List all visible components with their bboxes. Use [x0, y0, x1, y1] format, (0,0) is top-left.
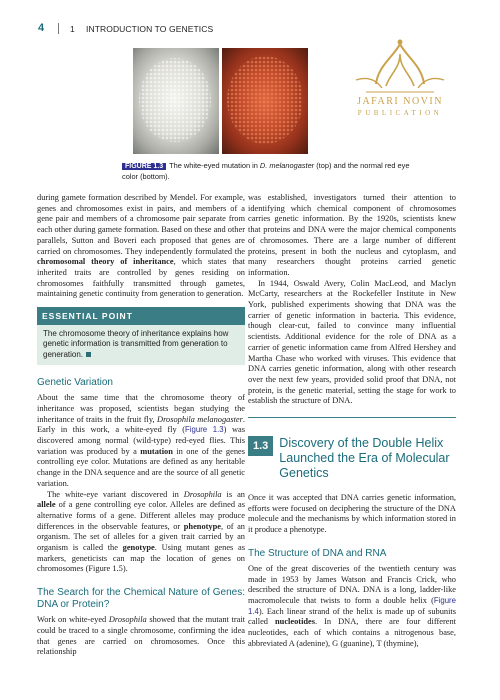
heading-genetic-variation: Genetic Variation [37, 377, 113, 389]
logo-emblem-icon [316, 36, 484, 96]
key-term: mutation [140, 446, 173, 456]
paragraph: was established, investigators turned their attention to identifying which chemical component of chromosomes carries genetic information. By the 1920s, scientists knew that proteins and DNA were the major chemical components of chromosomes. There are a large number of different proteins, present in both the nucleus and cytoplasm, and many researchers thought proteins carried genetic information. [248, 193, 456, 277]
red-eye-photo [222, 48, 308, 154]
section-number: 1.3 [248, 436, 273, 456]
header-divider [58, 23, 59, 34]
caption-text: The white-eyed mutation in [169, 161, 260, 170]
key-term: nucleotides [275, 617, 316, 627]
paragraph: In 1944, Oswald Avery, Colin MacLeod, and Maclyn McCarty, researchers at the Rockefeller Institute in New York, published experiments showing that DNA was the carrier of genetic information in bacteria. This evidence, though clear-cut, failed to convince many influential scientists. Additional evidence for the role of DNA as a carrier of genetic information came from Alfred Hershey and Martha Chase who worked with viruses. This evidence that DNA carries genetic information, along with other research over the next few years, provided solid proof that DNA, not protein, is the genetic material, setting the stage for work to establish the structure of DNA. [248, 278, 456, 406]
chapter-number: 1 [70, 24, 75, 34]
figure-1-3-photos [133, 48, 308, 154]
logo-name: JAFARI NOVIN [357, 96, 443, 107]
left-column [37, 193, 245, 658]
publisher-logo [316, 36, 484, 122]
end-square-icon [86, 352, 91, 357]
caption-species: D. melanogaster [259, 161, 315, 170]
figure-reference-link[interactable]: Figure 1.3 [185, 425, 224, 435]
figure-label: FIGURE 1.3 [122, 163, 166, 170]
paragraph: Once it was accepted that DNA carries genetic information, efforts were focused on deciphering the structure of the DNA molecule and the mechanisms by which information stored in it produce a phenotype. [248, 493, 456, 535]
figure-reference-link[interactable]: Figure 1.4 [248, 595, 456, 616]
chapter-title: INTRODUCTION TO GENETICS [86, 24, 214, 34]
paragraph: One of the great discoveries of the twentieth century was made in 1953 by James Watson and Francis Crick, who described the structure of DNA. DNA is a long, ladder-like macromolecule that twists to form a double helix (Figure 1.4). Each linear strand of the helix is made up of subunits called nucleotides. In DNA, there are four different nucleotides, each of which contains a nitrogenous base, abbreviated A (adenine), G (guanine), T (thymine), [248, 563, 456, 648]
paragraph: Work on white-eyed Drosophila showed that the mutant trait could be traced to a single chromosome, confirming the idea that genes are carried on chromosomes. Once this relationship [37, 615, 246, 657]
right-column [248, 193, 456, 650]
paragraph: About the same time that the chromosome theory of inheritance was proposed, scientists began studying the inheritance of traits in the fruit fly, Drosophila melanogaster. Early in this work, a white-eyed fly (Figure 1.3) was discovered among normal (wild-type) red-eyed flies. This variation was produced by a mutation in one of the genes controlling eye color. Mutations are defined as any heritable change in the DNA sequence and are the source of all genetic variation. [37, 393, 246, 488]
key-term: allele [37, 500, 56, 510]
section-heading [248, 436, 456, 481]
logo-subtitle: PUBLICATION [357, 109, 443, 117]
page-number: 4 [38, 22, 45, 34]
essential-point-body: The chromosome theory of inheritance explains how genetic information is transmitted from generation to generation. [43, 328, 229, 359]
key-term: phenotype [183, 521, 221, 531]
essential-point-box [37, 307, 245, 365]
heading-search-chemical-nature: The Search for the Chemical Nature of Genes: DNA or Protein? [37, 587, 245, 611]
heading-structure-dna-rna: The Structure of DNA and RNA [248, 547, 387, 559]
paragraph: The white-eye variant discovered in Drosophila is an allele of a gene controlling eye color. Alleles are defined as alternative forms of a gene. Different alleles may produce differences in the observable features, or phenotype, of an organism. The set of alleles for a given trait carried by an organism is called the genotype. Using mutant genes as markers, geneticists can map the location of genes on chromosomes (Figure 1.5). [37, 489, 245, 574]
essential-point-title: ESSENTIAL POINT [37, 308, 245, 325]
section-divider [248, 417, 456, 418]
key-term: genotype [122, 543, 155, 553]
paragraph: during gamete formation described by Mendel. For example, genes and chromosomes exist in pairs, and members of a gene pair and members of a chromosome pair separate from each other during gamete formation. Based on these and other parallels, Sutton and Boveri each proposed that genes are carried on chromosomes. They independently formulated the chromosomal theory of inheritance, which states that inherited traits are controlled by genes residing on chromosomes faithfully transmitted through gametes, maintaining genetic continuity from generation to generation. [37, 193, 245, 299]
figure-caption [122, 161, 422, 181]
white-eye-photo [133, 48, 219, 154]
key-term: chromosomal theory of inheritance [37, 257, 174, 267]
section-title: Discovery of the Double Helix Launched the Era of Molecular Genetics [279, 436, 450, 481]
caption-text-end: (top) and the normal red eye color (bottom). [122, 161, 410, 181]
